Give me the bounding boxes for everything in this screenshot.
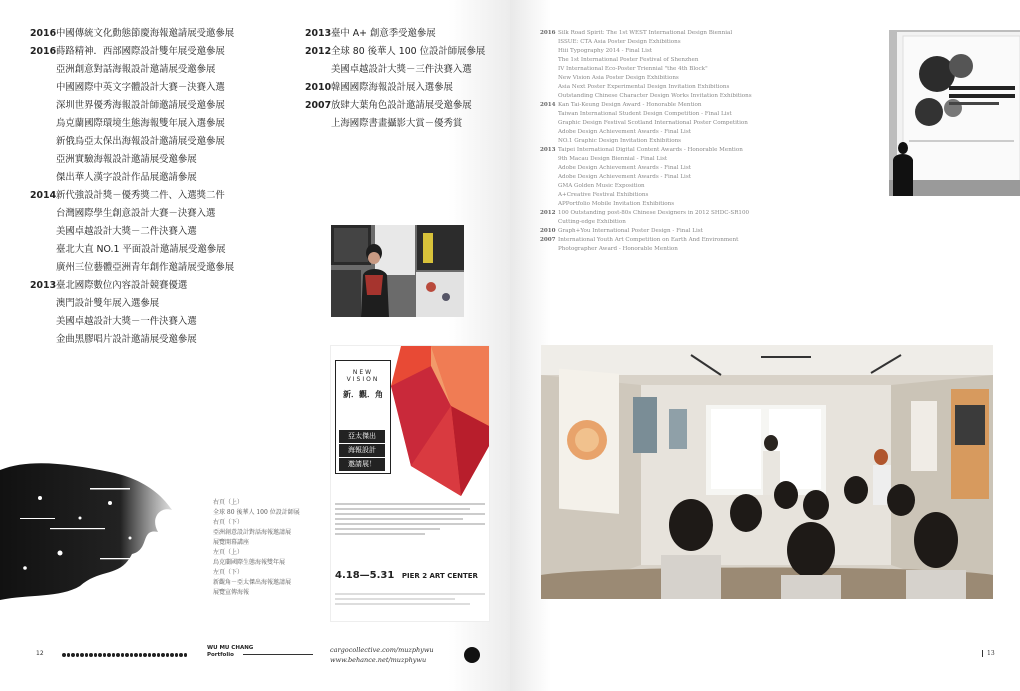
award-year-en: 2016 <box>540 30 556 36</box>
dash-mark <box>67 653 71 657</box>
award-text: 臺北國際數位內容設計競賽優選 <box>56 280 188 291</box>
poster-fine-print <box>335 500 485 560</box>
award-row-en <box>540 128 752 137</box>
award-text-en: NO.1 Graphic Design Invitation Exhibitions <box>558 138 682 144</box>
award-text: 亞洲實驗海報設計邀請展受邀參展 <box>56 154 197 165</box>
dash-mark <box>170 653 174 657</box>
award-year: 2010 <box>305 82 332 93</box>
award-text-en: Hiii Typography 2014 - Final List <box>558 48 653 54</box>
caption-line: 亞洲創意設計對話海報邀請展 <box>213 529 292 536</box>
page-number-right: 13 <box>982 650 995 657</box>
award-row <box>30 61 234 79</box>
dash-mark <box>179 653 183 657</box>
award-row-en <box>540 29 752 38</box>
award-row-en <box>540 227 752 236</box>
award-row-en <box>540 146 752 155</box>
award-text-en: 100 Outstanding post-80s Chinese Designers in 2012 SHDC-SR100 <box>558 210 750 216</box>
dash-mark <box>121 653 125 657</box>
award-year: 2013 <box>305 28 332 39</box>
award-year: 2016 <box>30 46 57 57</box>
award-row-en <box>540 74 752 83</box>
author-name: WU MU CHANG <box>207 645 254 651</box>
footer-links <box>330 645 434 665</box>
award-year: 2013 <box>30 280 57 291</box>
award-row-en <box>540 119 752 128</box>
award-text-en: A+Creative Festival Exhibitions <box>558 192 649 198</box>
award-text: 全球 80 後華人 100 位設計師展參展 <box>331 46 486 57</box>
exhibition-photo-small <box>331 225 464 317</box>
award-row <box>305 25 485 43</box>
award-row <box>30 25 234 43</box>
award-year-en: 2013 <box>540 147 556 153</box>
award-text: 韓國國際海報設計展入選參展 <box>331 82 453 93</box>
award-text-en: Adobe Design Achievement Awards - Final List <box>558 129 691 135</box>
dash-mark <box>89 653 93 657</box>
award-year: 2012 <box>305 46 332 57</box>
award-year-en: 2010 <box>540 228 556 234</box>
award-year-en: 2014 <box>540 102 556 108</box>
award-row <box>30 205 234 223</box>
ink-brush-stroke <box>0 458 175 608</box>
dash-mark <box>71 653 75 657</box>
award-row-en <box>540 155 752 164</box>
caption-line: 全球 80 後華人 100 位設計師展 <box>213 509 300 516</box>
award-text-en: Graphic Design Festival Scotland International Poster Competition <box>558 120 748 126</box>
author-block <box>207 645 253 659</box>
award-text-en: Graph+You International Poster Design - Final List <box>558 228 703 234</box>
award-text: 烏克蘭國際環境生態海報雙年展入選參展 <box>56 118 225 129</box>
dash-mark <box>112 653 116 657</box>
award-text: 金曲黑膠唱片設計邀請展受邀參展 <box>56 334 197 345</box>
footer-dot <box>464 647 480 663</box>
award-row <box>30 277 234 295</box>
dash-mark <box>76 653 80 657</box>
dash-mark <box>62 653 66 657</box>
award-text: 中國國際中英文字體設計大賽－決賽入選 <box>56 82 225 93</box>
poster-line2: 海報設計 <box>339 444 385 457</box>
award-row-en <box>540 218 752 227</box>
award-text: 亞洲創意對話海報設計邀請展受邀參展 <box>56 64 216 75</box>
award-text-en: The 1st International Poster Festival of Shenzhen <box>558 57 699 63</box>
award-text: 美國卓越設計大獎－三件決賽入選 <box>331 64 472 75</box>
award-text-en: ISSUE: CTA Asia Poster Design Exhibitions <box>558 39 681 45</box>
poster-date <box>335 570 478 581</box>
award-row <box>30 241 234 259</box>
award-row <box>305 97 485 115</box>
award-text: 臺中 A+ 創意季受邀參展 <box>331 28 436 39</box>
award-row-en <box>540 164 752 173</box>
award-row-en <box>540 182 752 191</box>
caption-line: 新觀角－亞太傑出海報邀請展 <box>213 579 292 586</box>
award-text-en: Taiwan International Student Design Competition - Final List <box>558 111 732 117</box>
award-text: 中國傳統文化動態節慶海報邀請展受邀參展 <box>56 28 235 39</box>
poster-line1: 亞太傑出 <box>339 430 385 443</box>
dash-mark <box>143 653 147 657</box>
award-row-en <box>540 209 752 218</box>
award-row <box>30 295 234 313</box>
dash-mark <box>85 653 89 657</box>
award-row <box>305 61 485 79</box>
poster-sponsor-logos <box>335 590 485 610</box>
award-row <box>30 313 234 331</box>
award-text-en: Adobe Design Achievement Awards - Final List <box>558 174 691 180</box>
award-year-en: 2007 <box>540 237 556 243</box>
award-year: 2014 <box>30 190 57 201</box>
award-row <box>30 331 234 349</box>
award-text: 深圳世界優秀海報設計師邀請展受邀參展 <box>56 100 225 111</box>
award-text: 美國卓越設計大獎－二件決賽入選 <box>56 226 197 237</box>
award-row <box>305 115 485 133</box>
award-text: 臺北大直 NO.1 平面設計邀請展受邀參展 <box>56 244 226 255</box>
award-row <box>30 187 234 205</box>
dash-mark <box>116 653 120 657</box>
award-text-en: Taipei International Digital Content Awards - Honorable Mention <box>558 147 743 153</box>
exhibition-poster <box>330 345 490 622</box>
award-row-en <box>540 56 752 65</box>
award-row <box>30 115 234 133</box>
award-list-col2 <box>305 25 485 133</box>
award-text: 廣州三位藝體亞洲青年創作邀請展受邀參展 <box>56 262 235 273</box>
award-row-en <box>540 47 752 56</box>
award-row-en <box>540 200 752 209</box>
dash-mark <box>130 653 134 657</box>
award-year: 2007 <box>305 100 332 111</box>
award-row-en <box>540 137 752 146</box>
exhibition-photo-wall <box>889 30 1020 196</box>
dash-mark <box>107 653 111 657</box>
caption-line: 左頁（上） <box>213 549 244 556</box>
award-row-en <box>540 173 752 182</box>
award-row-en <box>540 191 752 200</box>
award-text: 蒔路精神．西部國際設計雙年展受邀參展 <box>56 46 225 57</box>
award-row <box>30 43 234 61</box>
dash-mark <box>94 653 98 657</box>
award-text: 上海國際書畫攝影大賞－優秀賞 <box>331 118 463 129</box>
award-text: 新代強設計獎－優秀獎二件、入選獎二件 <box>56 190 225 201</box>
award-list-english <box>540 29 752 254</box>
caption-line: 展覽開幕講座 <box>213 539 250 546</box>
award-text-en: Kan Tai-Keung Design Award - Honorable Mention <box>558 102 702 108</box>
award-row <box>30 259 234 277</box>
award-text: 新俄烏亞太保出海報設計邀請展受邀參展 <box>56 136 225 147</box>
behance-link[interactable]: www.behance.net/muzphywu <box>330 656 427 664</box>
caption-line: 右頁（上） <box>213 499 244 506</box>
page-number-left: 12 <box>36 650 44 657</box>
award-row <box>305 43 485 61</box>
award-text: 台灣國際學生創意設計大賽－決賽入選 <box>56 208 216 219</box>
award-row <box>30 151 234 169</box>
award-text: 美國卓越設計大獎－一件決賽入選 <box>56 316 197 327</box>
award-row <box>30 133 234 151</box>
dash-mark <box>98 653 102 657</box>
dash-mark <box>125 653 129 657</box>
dash-ornament <box>62 653 192 657</box>
award-text-en: GMA Golden Music Exposition <box>558 183 645 189</box>
award-text-en: Cutting-edge Exhibition <box>558 219 626 225</box>
award-row-en <box>540 65 752 74</box>
poster-venue: PIER 2 ART CENTER <box>401 572 478 580</box>
caption-line: 左頁（下） <box>213 569 244 576</box>
award-year: 2016 <box>30 28 57 39</box>
award-text: 傑出華人漢字設計作品展邀請參展 <box>56 172 197 183</box>
cargo-link[interactable]: cargocollective.com/muzphywu <box>330 646 434 654</box>
poster-line3: 邀請展！ <box>339 458 385 471</box>
poster-title-cn: 新．觀．角 <box>343 389 383 399</box>
award-row-en <box>540 245 752 254</box>
award-text-en: IV International Eco-Poster Triennial "the 4th Block" <box>558 66 708 72</box>
dash-mark <box>148 653 152 657</box>
award-text-en: Adobe Design Achievement Awards - Final List <box>558 165 691 171</box>
award-year-en: 2012 <box>540 210 556 216</box>
award-text-en: Asia Next Poster Experimental Design Invitation Exhibitions <box>558 84 730 90</box>
dash-mark <box>80 653 84 657</box>
photo-captions <box>213 498 323 598</box>
lecture-photo <box>541 345 993 599</box>
dash-mark <box>161 653 165 657</box>
award-list-col1 <box>30 25 234 349</box>
dash-mark <box>139 653 143 657</box>
portfolio-label: Portfolio <box>207 652 234 658</box>
dash-mark <box>166 653 170 657</box>
poster-title-en: NEW VISION <box>346 369 380 383</box>
dash-mark <box>134 653 138 657</box>
award-row <box>30 79 234 97</box>
award-row-en <box>540 101 752 110</box>
award-row <box>30 223 234 241</box>
caption-line: 烏克蘭國際生態海報雙年展 <box>213 559 286 566</box>
poster-date-text: 4.18—5.31 <box>335 570 395 581</box>
dash-mark <box>157 653 161 657</box>
award-row <box>30 97 234 115</box>
award-row-en <box>540 110 752 119</box>
award-text: 澳門設計雙年展入選參展 <box>56 298 160 309</box>
award-row-en <box>540 83 752 92</box>
award-text-en: APPortfolio Mobile Invitation Exhibitions <box>558 201 675 207</box>
dash-mark <box>175 653 179 657</box>
dash-mark <box>103 653 107 657</box>
award-text-en: Silk Road Spirit: The 1st WEST International Design Biennial <box>558 30 733 36</box>
award-text-en: New Vision Asia Poster Design Exhibitions <box>558 75 679 81</box>
caption-line: 展覽宣傳海報 <box>213 589 250 596</box>
award-row <box>30 169 234 187</box>
dash-mark <box>184 653 188 657</box>
award-text-en: Photographer Award - Honorable Mention <box>558 246 678 252</box>
award-row-en <box>540 38 752 47</box>
award-text-en: International Youth Art Competition on Earth And Environment <box>558 237 739 243</box>
caption-line: 右頁（下） <box>213 519 244 526</box>
award-row-en <box>540 92 752 101</box>
dash-mark <box>152 653 156 657</box>
award-row-en <box>540 236 752 245</box>
footer-rule <box>243 654 313 655</box>
award-row <box>305 79 485 97</box>
award-text-en: 9th Macau Design Biennial - Final List <box>558 156 668 162</box>
award-text: 放肆大葉角色設計邀請展受邀參展 <box>331 100 472 111</box>
award-text-en: Outstanding Chinese Character Design Works Invitation Exhibitions <box>558 93 752 99</box>
